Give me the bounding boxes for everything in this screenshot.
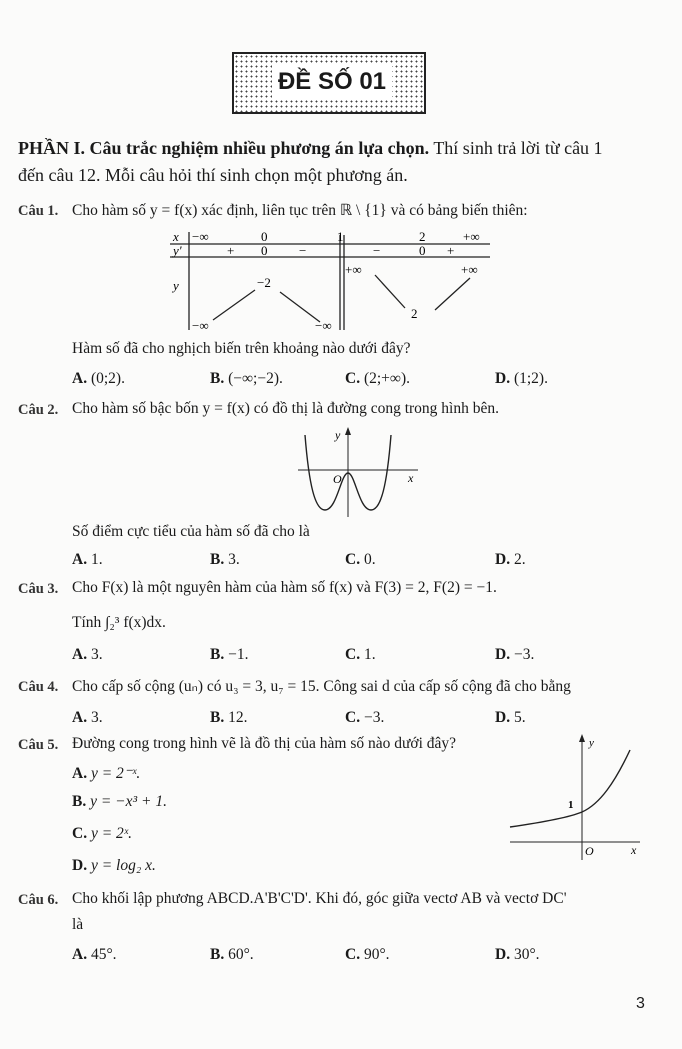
x-val: 0 — [261, 230, 268, 244]
origin-label: O — [333, 472, 342, 486]
y-intercept-label: 1 — [568, 799, 574, 811]
option-d-label[interactable]: D. — [495, 946, 511, 963]
yp-sign: + — [227, 243, 235, 258]
option-c-label[interactable]: C. — [345, 946, 361, 963]
option-b[interactable]: −1. — [228, 646, 249, 663]
x-val: −∞ — [192, 230, 209, 244]
option-d[interactable]: −3. — [513, 646, 535, 663]
option-d[interactable]: y = log₂ x. — [90, 857, 156, 874]
x-val: 2 — [419, 230, 426, 244]
question-5-option-d[interactable] — [72, 857, 156, 875]
question-3-label: Câu 3. — [18, 581, 59, 597]
option-d-label[interactable]: D. — [495, 646, 511, 663]
option-a[interactable]: (0;2). — [90, 370, 125, 387]
y-val: −∞ — [192, 318, 209, 333]
question-6-label: Câu 6. — [18, 892, 59, 908]
question-6-text-cont: là — [72, 916, 84, 933]
option-c-label[interactable]: C. — [345, 551, 361, 568]
option-a[interactable]: 3. — [90, 709, 103, 726]
question-5-option-a[interactable] — [72, 764, 140, 783]
y-val: +∞ — [345, 262, 362, 277]
question-1-text: Cho hàm số y = f(x) xác định, liên tục trên ℝ \ {1} và có bảng biến thiên: — [72, 202, 528, 219]
axis-x-label: x — [408, 471, 414, 485]
part-heading-bold: PHẦN I. Câu trắc nghiệm nhiều phương án lựa chọn. — [18, 138, 430, 158]
option-c[interactable]: −3. — [363, 709, 385, 726]
y-val: −∞ — [315, 318, 332, 333]
option-d-label[interactable]: D. — [72, 857, 88, 874]
y-val: 2 — [411, 306, 418, 321]
option-c[interactable]: 0. — [363, 551, 376, 568]
question-3-prompt: Tính ∫₂³ f(x)dx. — [72, 614, 166, 631]
exam-title: ĐỀ SỐ 01 — [272, 64, 392, 100]
option-d[interactable]: 30°. — [513, 946, 540, 963]
option-b[interactable]: 3. — [228, 551, 240, 568]
option-a[interactable]: 45°. — [90, 946, 117, 963]
question-2-text: Cho hàm số bậc bốn y = f(x) có đồ thị là đường cong trong hình bên. — [72, 400, 499, 417]
question-2-prompt: Số điểm cực tiểu của hàm số đã cho là — [72, 523, 310, 540]
axis-y-label: y — [335, 428, 341, 442]
option-a-label[interactable]: A. — [72, 946, 88, 963]
yp-val: 0 — [419, 243, 426, 258]
option-a-label[interactable]: A. — [72, 551, 88, 568]
option-b-label[interactable]: B. — [210, 946, 225, 963]
option-d-label[interactable]: D. — [495, 370, 511, 387]
question-3-options — [0, 646, 682, 666]
option-b-label[interactable]: B. — [210, 551, 225, 568]
exponential-graph — [505, 732, 645, 862]
row-yp-label: y' — [173, 243, 182, 258]
option-c-label[interactable]: C. — [345, 709, 361, 726]
part-heading-line2: đến câu 12. Mỗi câu hỏi thí sinh chọn một phương án. — [18, 165, 408, 185]
option-a-label[interactable]: A. — [72, 370, 88, 387]
page-number: 3 — [636, 995, 645, 1012]
x-val: +∞ — [463, 230, 480, 244]
row-y-label: y — [173, 278, 179, 293]
option-a-label[interactable]: A. — [72, 765, 88, 782]
yp-sign: − — [373, 243, 381, 258]
option-b-label[interactable]: B. — [72, 793, 87, 810]
option-b-label[interactable]: B. — [210, 646, 225, 663]
option-b[interactable]: 12. — [228, 709, 248, 726]
option-b[interactable]: y = −x³ + 1. — [90, 793, 168, 810]
question-5-option-b[interactable] — [72, 793, 167, 811]
option-d-label[interactable]: D. — [495, 709, 511, 726]
option-b-label[interactable]: B. — [210, 709, 225, 726]
option-b[interactable]: (−∞;−2). — [228, 370, 283, 387]
option-d[interactable]: (1;2). — [513, 370, 548, 387]
part-heading-rest: Thí sinh trả lời từ câu 1 — [429, 138, 603, 158]
question-3-text: Cho F(x) là một nguyên hàm của hàm số f(x) và F(3) = 2, F(2) = −1. — [72, 579, 497, 596]
part-heading — [18, 138, 603, 159]
option-a[interactable]: 1. — [90, 551, 103, 568]
option-a[interactable]: 3. — [90, 646, 103, 663]
question-4-text: Cho cấp số cộng (uₙ) có u₃ = 3, u₇ = 15. Công sai d của cấp số cộng đã cho bằng — [72, 678, 571, 695]
yp-sign: + — [447, 243, 455, 258]
question-6-text: Cho khối lập phương ABCD.A'B'C'D'. Khi đó, góc giữa vectơ AB và vectơ DC' — [72, 890, 567, 907]
quartic-graph — [293, 425, 423, 520]
y-val: −2 — [257, 275, 271, 290]
question-1-label: Câu 1. — [18, 203, 59, 219]
option-d-label[interactable]: D. — [495, 551, 511, 568]
question-2-label: Câu 2. — [18, 402, 59, 418]
question-4-options — [0, 709, 682, 729]
question-4-label: Câu 4. — [18, 679, 59, 695]
question-6-options — [0, 946, 682, 966]
option-a-label[interactable]: A. — [72, 646, 88, 663]
option-c[interactable]: (2;+∞). — [363, 370, 410, 387]
yp-val: 0 — [261, 243, 268, 258]
question-5-option-c[interactable] — [72, 825, 132, 843]
origin-label: O — [585, 844, 594, 858]
option-a[interactable]: y = 2⁻ˣ. — [90, 765, 141, 782]
question-5-text: Đường cong trong hình vẽ là đồ thị của hàm số nào dưới đây? — [72, 735, 457, 752]
option-c[interactable]: y = 2ˣ. — [90, 825, 133, 842]
option-c-label[interactable]: C. — [345, 646, 361, 663]
question-5-label: Câu 5. — [18, 737, 59, 753]
option-c[interactable]: 1. — [363, 646, 376, 663]
axis-x-label: x — [631, 843, 637, 857]
option-c-label[interactable]: C. — [345, 370, 361, 387]
option-b[interactable]: 60°. — [228, 946, 254, 963]
option-c-label[interactable]: C. — [72, 825, 88, 842]
question-1-options — [0, 370, 682, 390]
axis-y-label: y — [589, 737, 594, 749]
question-2-options — [0, 551, 682, 571]
option-c[interactable]: 90°. — [363, 946, 390, 963]
y-val: +∞ — [461, 262, 478, 277]
option-b-label[interactable]: B. — [210, 370, 225, 387]
x-val: 1 — [337, 230, 344, 244]
option-d[interactable]: 2. — [513, 551, 526, 568]
yp-sign: − — [299, 243, 307, 258]
option-d[interactable]: 5. — [513, 709, 526, 726]
title-banner — [232, 52, 426, 114]
row-x-label: x — [173, 230, 179, 244]
question-1-prompt: Hàm số đã cho nghịch biến trên khoảng nào dưới đây? — [72, 340, 411, 357]
option-a-label[interactable]: A. — [72, 709, 88, 726]
variation-table — [165, 230, 495, 335]
